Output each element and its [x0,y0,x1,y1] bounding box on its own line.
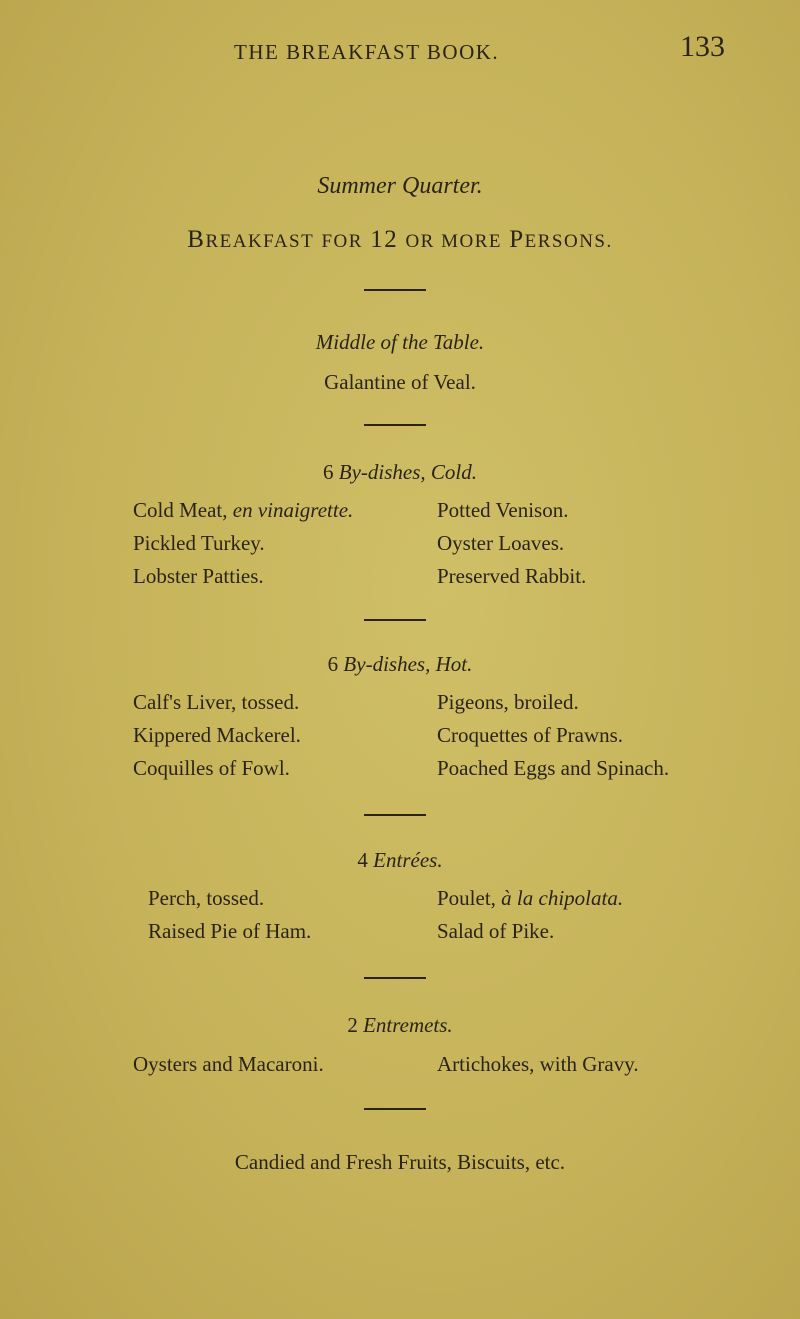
divider-rule [364,1108,426,1110]
hot-heading [0,652,800,677]
subtitle-ersons: ERSONS. [524,231,613,252]
divider-rule [364,619,426,621]
cold-left-item: Pickled Turkey. [133,531,265,555]
cold-right-item: Oyster Loaves. [437,531,565,555]
footer-line: Candied and Fresh Fruits, Biscuits, etc. [234,1150,566,1174]
cold-right-item: Preserved Rabbit. [437,564,587,588]
entrees-right-item [437,886,623,911]
cold-right-item: Potted Venison. [437,498,569,522]
hot-count: 6 [327,652,339,676]
entrees-right-item: Salad of Pike. [437,919,555,943]
divider-rule [364,424,426,426]
divider-rule [364,977,426,979]
subtitle-initial-p: P [509,226,525,253]
entrees-left-item: Perch, tossed. [148,886,265,910]
hot-left-item: Coquilles of Fowl. [133,756,290,780]
menu-subtitle [0,226,800,254]
hot-left-item: Calf's Liver, tossed. [133,690,300,714]
menu-title: Summer Quarter. [317,173,483,199]
subtitle-initial-b: B [187,226,206,253]
entremets-heading-text: Entremets. [363,1013,453,1037]
entremets-count: 2 [347,1013,358,1037]
page-number: 133 [680,30,725,63]
hot-right-item: Croquettes of Prawns. [437,723,624,747]
hot-heading-text: By-dishes, Hot. [343,652,473,676]
entremets-left-item: Oysters and Macaroni. [133,1052,324,1076]
subtitle-number: 12 [370,226,399,253]
entrees-left-item: Raised Pie of Ham. [148,919,312,943]
middle-dish: Galantine of Veal. [324,370,476,394]
entrees-right-item-italic: à la chipolata. [501,886,624,910]
entremets-right-item: Artichokes, with Gravy. [437,1052,639,1076]
cold-count: 6 [323,460,334,484]
cold-left-item [133,498,353,523]
divider-rule [364,289,426,291]
cold-left-item-italic: en vinaigrette. [232,498,354,522]
cold-left-item: Lobster Patties. [133,564,264,588]
entrees-heading [0,848,800,873]
cold-heading [0,460,800,485]
hot-right-item: Pigeons, broiled. [437,690,579,714]
middle-heading: Middle of the Table. [315,330,485,354]
subtitle-or-more: OR MORE [405,231,502,252]
cold-left-item-text: Cold Meat, [133,498,233,522]
subtitle-reakfast: REAKFAST [205,231,315,252]
hot-left-item: Kippered Mackerel. [133,723,301,747]
divider-rule [364,814,426,816]
entrees-count: 4 [357,848,368,872]
entrees-heading-text: Entrées. [373,848,443,872]
entremets-heading [0,1013,800,1038]
cold-heading-text: By-dishes, Cold. [338,460,477,484]
subtitle-for: FOR [321,231,363,252]
running-title: THE BREAKFAST BOOK. [234,40,500,64]
entrees-right-item-text: Poulet, [437,886,502,910]
hot-right-item: Poached Eggs and Spinach. [437,756,670,780]
